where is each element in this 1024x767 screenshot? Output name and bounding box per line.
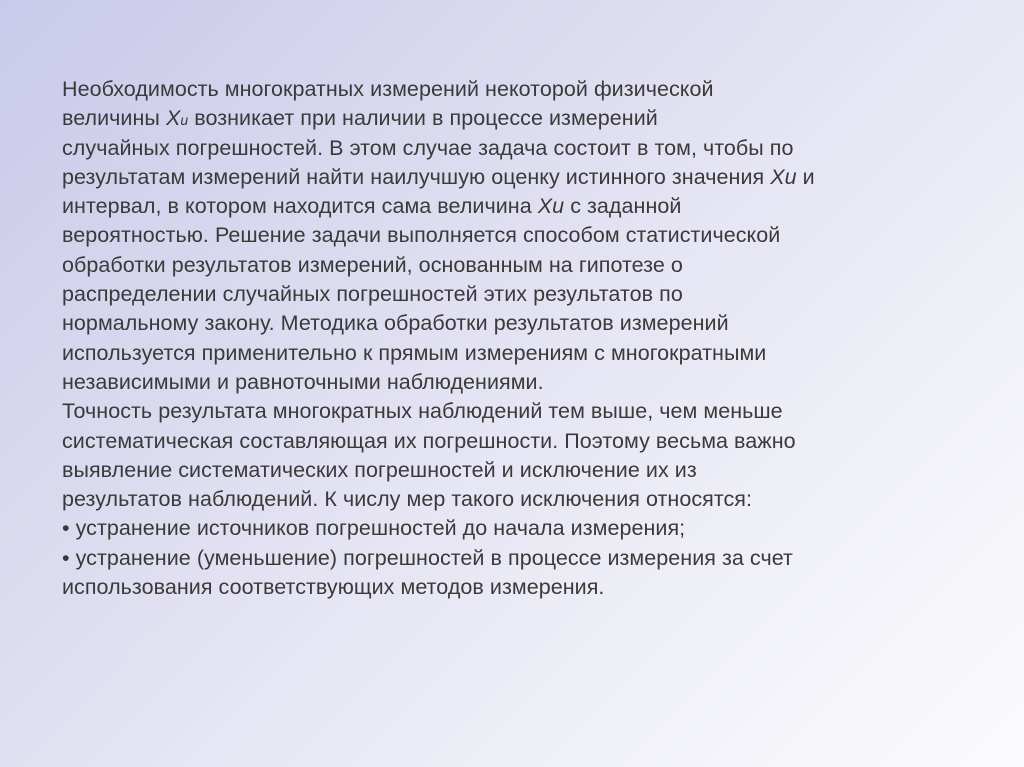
text-line: Точность результата многократных наблюдений тем выше, чем меньше [62,399,783,424]
text-line: нормальному закону. Методика обработки результатов измерений [62,311,729,336]
variable-xi: Xи [770,164,797,189]
text-line [62,104,952,133]
text-line: Необходимость многократных измерений некоторой физической [62,77,714,101]
bullet-item: • устранение источников погрешностей до начала измерения; [62,516,686,541]
text-line: систематическая составляющая их погрешности. Поэтому весьма важно [62,428,796,453]
text-line: выявление систематических погрешностей и исключение их из [62,457,697,482]
variable-x: X [165,106,181,131]
variable-subscript: и [180,112,189,129]
text-fragment: интервал, в котором находится сама величина [62,194,538,219]
text-line: результатов наблюдений. К числу мер такого исключения относятся: [62,487,753,512]
bullet-item: • устранение (уменьшение) погрешностей в процессе измерения за счет [62,545,793,570]
text-fragment: с заданной [564,194,682,219]
variable-xi: Xи [537,194,565,219]
text-line: распределении случайных погрешностей этих результатов по [62,282,683,307]
text-line: независимыми и равноточными наблюдениями. [62,369,544,394]
text-fragment: результатам измерений найти наилучшую оценку истинного значения [62,164,771,189]
text-line: случайных погрешностей. В этом случае задача состоит в том, чтобы по [62,135,794,160]
text-fragment: и [796,164,815,189]
text-line: обработки результатов измерений, основанным на гипотезе о [62,252,683,277]
bullet-item-continuation: использования соответствующих методов измерения. [62,575,605,600]
text-fragment: возникает при наличии в процессе измерений [188,106,658,131]
text-line: вероятностью. Решение задачи выполняется способом статистической [62,223,781,248]
text-line [62,163,952,192]
text-line [62,192,952,221]
text-line: используется применительно к прямым измерениям с многократными [62,340,767,365]
text-fragment: величины [62,106,166,131]
slide-body-text [62,75,952,602]
